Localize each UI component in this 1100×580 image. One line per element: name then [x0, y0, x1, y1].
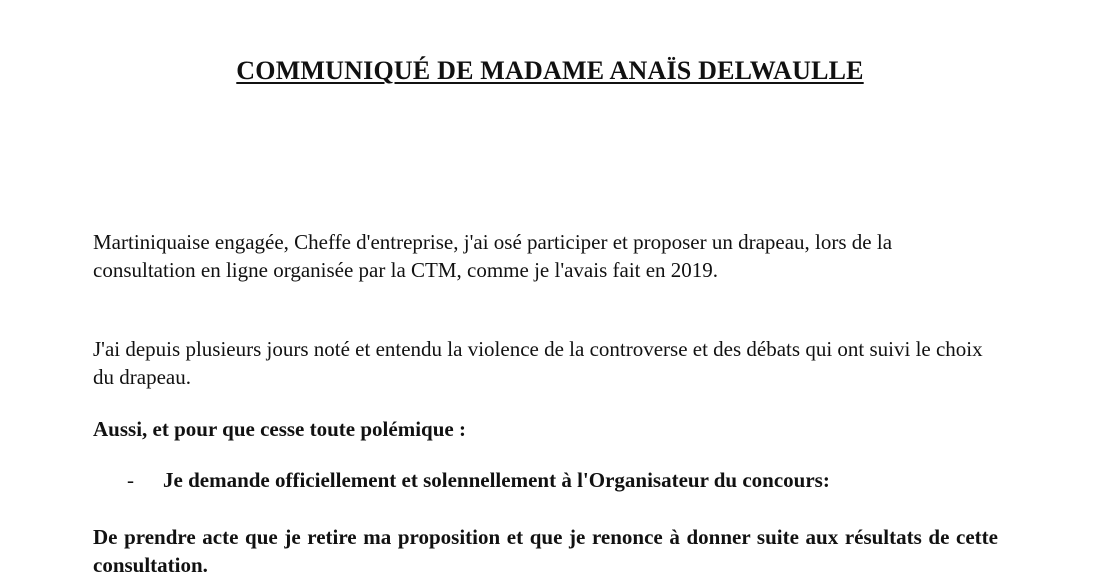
document-title: COMMUNIQUÉ DE MADAME ANAÏS DELWAULLE [236, 56, 864, 85]
bullet-item [127, 466, 997, 494]
bullet-text: Je demande officiellement et solennellement à l'Organisateur du concours: [163, 468, 830, 492]
paragraph-announcement: Aussi, et pour que cesse toute polémique : [93, 417, 466, 441]
bullet-marker: - [127, 468, 134, 492]
paragraph-introduction: Martiniquaise engagée, Cheffe d'entreprise, j'ai osé participer et proposer un drapeau, lors de la consultation en ligne organisée par la CTM, comme je l'avais fait en 2019. [93, 230, 893, 282]
paragraph-controversy: J'ai depuis plusieurs jours noté et entendu la violence de la controverse et des débats qui ont suivi le choix du drapeau. [93, 337, 983, 389]
paragraph-withdrawal: De prendre acte que je retire ma proposition et que je renonce à donner suite aux résultats de cette consultation. [93, 525, 998, 577]
